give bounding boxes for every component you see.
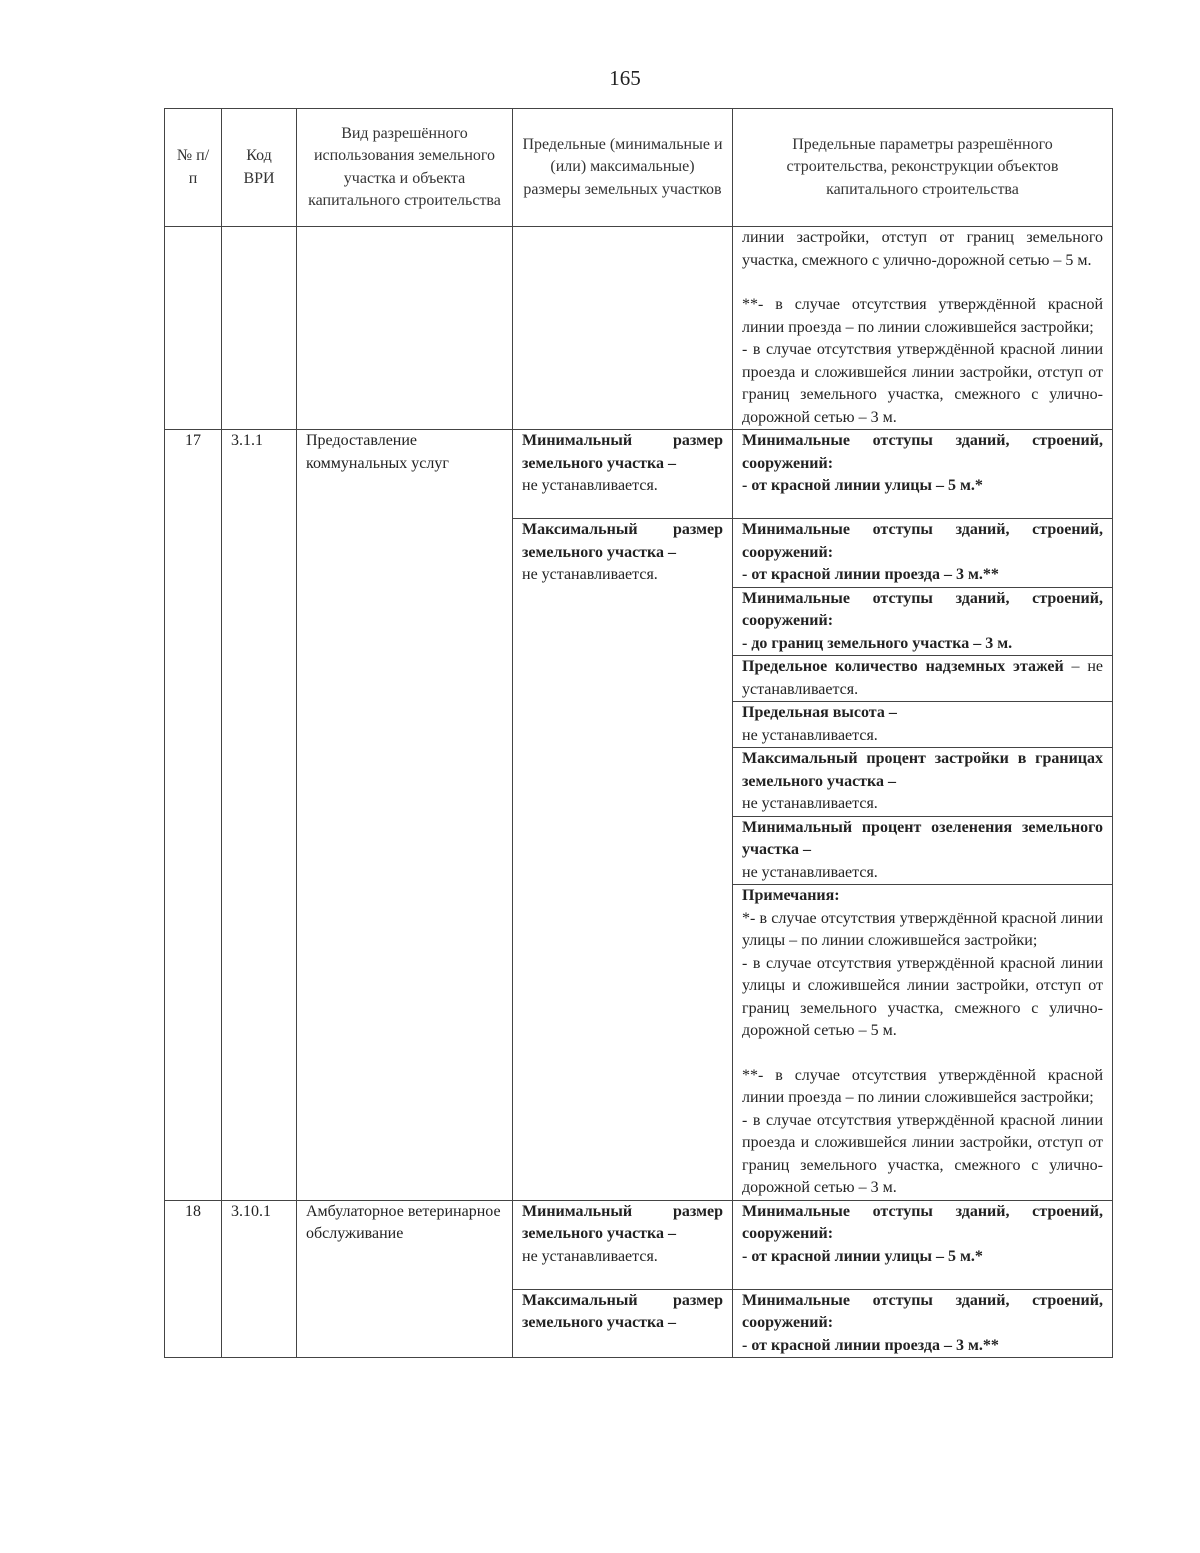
row18-type: Амбулаторное ветеринарное обслуживание [297, 1200, 513, 1358]
row17-param-5-title: Предельная высота – [742, 704, 897, 721]
row17-param-4-value: – не устанавливается. [742, 658, 1103, 698]
row17-param-1-title: Минимальные отступы зданий, строений, сооружений: [742, 432, 1103, 472]
row18-max-size [513, 1289, 733, 1358]
row17-param-1 [733, 430, 1113, 519]
row17-param-3 [733, 587, 1113, 656]
row17-note-1: *- в случае отсутствия утверждённой красной линии улицы – по линии сложившейся застройки; [742, 909, 1103, 949]
row17-param-6 [733, 748, 1113, 817]
cell-params-continuation [733, 227, 1113, 430]
row18-min-size-title: Минимальный размер земельного участка – [522, 1202, 723, 1242]
row17-note-3: **- в случае отсутствия утверждённой красной линии проезда – по линии сложившейся застройки; [742, 1066, 1103, 1106]
row17-param-1-value: - от красной линии улицы – 5 м.* [742, 477, 983, 494]
header-type: Вид разрешённого использования земельного участка и объекта капитального строительства [297, 109, 513, 227]
row18-code: 3.10.1 [222, 1200, 297, 1358]
row17-notes [733, 885, 1113, 1201]
header-params: Предельные параметры разрешённого строительства, реконструкции объектов капитального строительства [733, 109, 1113, 227]
row17-max-size-title: Максимальный размер земельного участка – [522, 521, 723, 561]
page-number: 165 [609, 66, 641, 90]
table-row-17 [165, 430, 1113, 519]
row18-param-1-title: Минимальные отступы зданий, строений, сооружений: [742, 1202, 1103, 1242]
row18-param-2 [733, 1289, 1113, 1358]
row17-note-4: - в случае отсутствия утверждённой красной линии проезда и сложившейся линии застройки, отступ от границ земельного участка, смежного с улично-дорожной сетью – 3 м. [742, 1111, 1103, 1196]
row17-max-size [513, 519, 733, 1201]
table-header-row [165, 109, 1113, 227]
row17-param-7-title: Минимальный процент озеленения земельного участка – [742, 818, 1103, 858]
row17-param-6-value: не устанавливается. [742, 795, 878, 812]
header-code: Код ВРИ [222, 109, 297, 227]
continuation-line-3: - в случае отсутствия утверждённой красной линии проезда и сложившейся линии застройки, отступ от границ земельного участка, смежного с улично-дорожной сетью – 3 м. [742, 341, 1103, 426]
row18-param-2-value: - от красной линии проезда – 3 м.** [742, 1336, 999, 1354]
row18-param-1 [733, 1200, 1113, 1289]
row18-num: 18 [165, 1200, 222, 1358]
row17-param-7-value: не устанавливается. [742, 863, 878, 881]
row17-max-size-value: не устанавливается. [522, 566, 658, 583]
row17-min-size [513, 430, 733, 519]
row17-type: Предоставление коммунальных услуг [297, 430, 513, 1201]
continuation-line-1: линии застройки, отступ от границ земельного участка, смежного с улично-дорожной сетью – 5 м. [742, 229, 1103, 269]
table-row-continuation [165, 227, 1113, 430]
cell-num [165, 227, 222, 430]
cell-type [297, 227, 513, 430]
zoning-table [164, 108, 1113, 1358]
row17-param-2 [733, 519, 1113, 588]
row17-param-5 [733, 702, 1113, 748]
row17-code: 3.1.1 [222, 430, 297, 1201]
row17-param-2-value: - от красной линии проезда – 3 м.** [742, 566, 999, 583]
row17-param-4 [733, 656, 1113, 702]
header-num: № п/п [165, 109, 222, 227]
row17-param-7 [733, 816, 1113, 885]
continuation-line-2: **- в случае отсутствия утверждённой красной линии проезда – по линии сложившейся застройки; [742, 296, 1103, 336]
header-size: Предельные (минимальные и (или) максимальные) размеры земельных участков [513, 109, 733, 227]
row18-param-1-value: - от красной линии улицы – 5 м.* [742, 1247, 983, 1265]
row17-param-5-value: не устанавливается. [742, 726, 878, 744]
row17-param-4-title: Предельное количество надземных этажей [742, 658, 1064, 675]
row17-note-2: - в случае отсутствия утверждённой красной линии улицы и сложившейся линии застройки, отступ от границ земельного участка, смежного с улично-дорожной сетью – 5 м. [742, 954, 1103, 1039]
row17-param-3-title: Минимальные отступы зданий, строений, сооружений: [742, 589, 1103, 629]
row18-param-2-title: Минимальные отступы зданий, строений, сооружений: [742, 1291, 1103, 1331]
row17-min-size-title: Минимальный размер земельного участка – [522, 432, 723, 472]
cell-size [513, 227, 733, 430]
row17-min-size-value: не устанавливается. [522, 477, 658, 494]
row17-param-2-title: Минимальные отступы зданий, строений, сооружений: [742, 521, 1103, 561]
cell-code [222, 227, 297, 430]
table-row-18 [165, 1200, 1113, 1289]
row18-max-size-title: Максимальный размер земельного участка – [522, 1291, 723, 1331]
row17-notes-title: Примечания: [742, 887, 840, 904]
row18-min-size [513, 1200, 733, 1289]
row17-param-3-value: - до границ земельного участка – 3 м. [742, 634, 1013, 652]
row17-num: 17 [165, 430, 222, 1201]
row18-min-size-value: не устанавливается. [522, 1247, 658, 1265]
row17-param-6-title: Максимальный процент застройки в границах земельного участка – [742, 750, 1103, 790]
